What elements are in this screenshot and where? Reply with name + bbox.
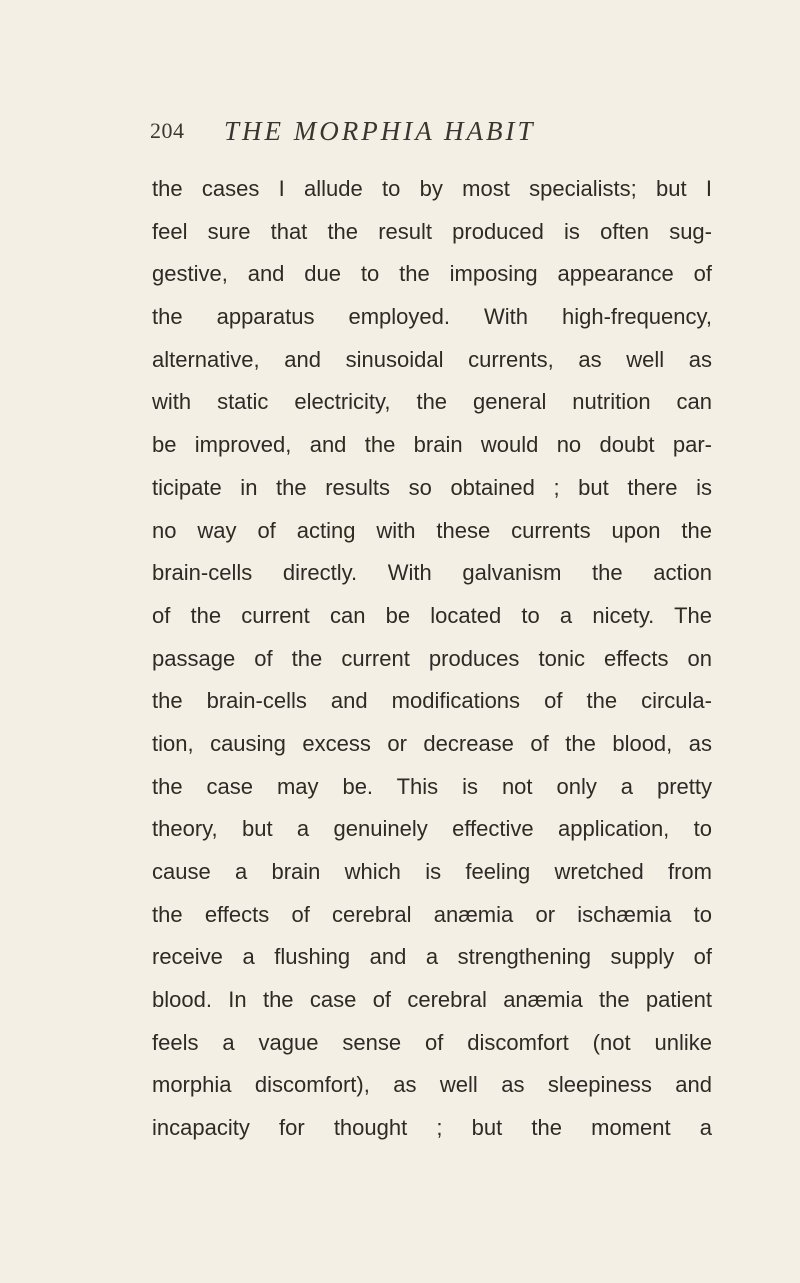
text-line: gestive, and due to the imposing appearance of	[152, 261, 712, 287]
text-line: feel sure that the result produced is often sug-	[152, 218, 712, 244]
running-title: THE MORPHIA HABIT	[224, 116, 536, 146]
text-line: feels a vague sense of discomfort (not unlike	[152, 1029, 712, 1055]
text-line: incapacity for thought ; but the moment a	[152, 1115, 712, 1141]
page-number: 204	[150, 118, 185, 143]
text-line: passage of the current produces tonic effects on	[152, 645, 712, 671]
text-line: of the current can be located to a nicety. The	[152, 602, 712, 628]
text-line: the case may be. This is not only a pretty	[152, 773, 712, 799]
body-text	[152, 168, 712, 1150]
text-line: ticipate in the results so obtained ; but there is	[152, 474, 712, 500]
text-line: be improved, and the brain would no doubt par-	[152, 432, 712, 458]
text-line: the brain-cells and modifications of the circula-	[152, 688, 712, 714]
text-line: with static electricity, the general nutrition can	[152, 389, 712, 415]
text-line: no way of acting with these currents upon the	[152, 517, 712, 543]
text-line: alternative, and sinusoidal currents, as well as	[152, 346, 712, 372]
text-line: the effects of cerebral anæmia or ischæmia to	[152, 901, 712, 927]
running-head	[150, 116, 710, 156]
text-line: theory, but a genuinely effective application, to	[152, 816, 712, 842]
text-line: cause a brain which is feeling wretched from	[152, 859, 712, 884]
text-line: blood. In the case of cerebral anæmia the patient	[152, 987, 712, 1013]
text-line: morphia discomfort), as well as sleepiness and	[152, 1072, 712, 1098]
text-line: receive a flushing and a strengthening supply of	[152, 944, 712, 970]
text-line: the cases I allude to by most specialists; but I	[152, 176, 712, 201]
text-line: brain-cells directly. With galvanism the action	[152, 560, 712, 586]
text-line: tion, causing excess or decrease of the blood, as	[152, 730, 712, 756]
text-line: the apparatus employed. With high-frequency,	[152, 304, 712, 330]
